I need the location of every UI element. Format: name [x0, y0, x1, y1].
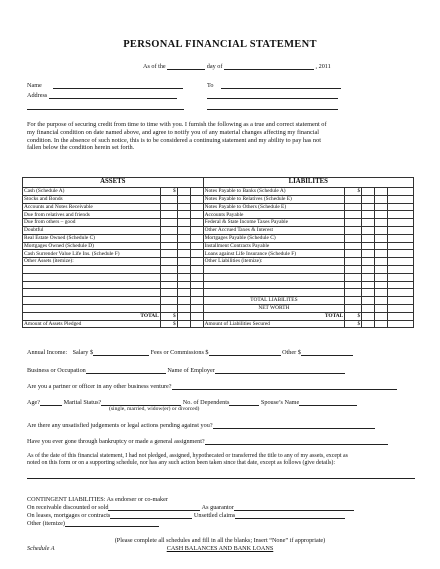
other-itemize-label: Other (itemize)	[27, 519, 65, 527]
cell[interactable]	[362, 320, 375, 328]
table-row	[23, 281, 414, 289]
liability-extra-cell[interactable]	[388, 297, 414, 305]
liabilities-secured-label: Amount of Liabilities Secured	[203, 320, 345, 328]
liability-dollar-cell[interactable]	[345, 304, 362, 312]
liability-extra-cell[interactable]	[388, 226, 414, 234]
liability-cents-cell[interactable]	[375, 234, 388, 242]
liability-amount-cell[interactable]	[362, 195, 375, 203]
occupation-field[interactable]	[86, 366, 166, 374]
assets-note-line: As of the date of this financial statement, I had not pledged, assigned, hypothecated or transferred the title to any of my assets, except as	[27, 453, 348, 459]
name-label: Name	[27, 81, 42, 89]
personal-row	[27, 398, 357, 406]
asset-dollar-cell[interactable]	[160, 273, 177, 281]
asset-dollar-cell[interactable]: $	[160, 188, 177, 196]
receivable-label: On receivable discounted or sold	[27, 503, 109, 511]
asset-cents-cell[interactable]	[190, 304, 203, 312]
liability-amount-cell[interactable]	[362, 234, 375, 242]
asset-label: Cash Surrender Value Life Ins. (Schedule F)	[23, 250, 161, 258]
liability-label: Accounts Payable	[203, 211, 345, 219]
unsettled-label: Unsettled claims	[193, 511, 236, 519]
leases-label: On leases, mortgages or contracts	[27, 511, 111, 519]
asset-label: Real Estate Owned (Schedule C)	[23, 234, 161, 242]
asset-amount-cell[interactable]	[177, 258, 190, 266]
table-row	[23, 273, 414, 281]
liability-extra-cell[interactable]	[388, 219, 414, 227]
table-row	[23, 203, 414, 211]
table-row	[23, 289, 414, 297]
asset-cents-cell[interactable]	[190, 211, 203, 219]
asset-dollar-cell[interactable]	[160, 289, 177, 297]
asset-dollar-cell[interactable]	[160, 219, 177, 227]
asset-cents-cell[interactable]	[190, 297, 203, 305]
liability-extra-cell[interactable]	[388, 265, 414, 273]
details-line[interactable]	[27, 478, 415, 479]
liability-amount-cell[interactable]	[362, 297, 375, 305]
table-row	[23, 234, 414, 242]
liability-dollar-cell[interactable]	[345, 281, 362, 289]
intro-line: condition. In the absence of such notice, this is to be considered a continuing statement and my ability to pay has not	[27, 136, 321, 144]
liability-dollar-cell[interactable]	[345, 289, 362, 297]
liability-extra-cell[interactable]	[388, 234, 414, 242]
spouse-field[interactable]	[299, 398, 357, 406]
liability-cents-cell[interactable]	[375, 226, 388, 234]
asset-label	[23, 281, 161, 289]
assets-note-line: noted on this form or on a supporting schedule, nor has any such action been taken since that date, except as follows (give details):	[27, 460, 336, 467]
cell[interactable]	[190, 312, 203, 320]
asset-dollar-cell[interactable]	[160, 281, 177, 289]
table-row	[23, 226, 414, 234]
cash-balances-heading: CASH BALANCES AND BANK LOANS	[166, 545, 274, 552]
asset-cents-cell[interactable]	[190, 258, 203, 266]
liability-extra-cell[interactable]	[388, 188, 414, 196]
liability-dollar-cell[interactable]	[345, 265, 362, 273]
liability-extra-cell[interactable]	[388, 242, 414, 250]
liability-dollar-cell[interactable]	[345, 211, 362, 219]
liability-dollar-cell[interactable]	[345, 242, 362, 250]
liability-extra-cell[interactable]	[388, 250, 414, 258]
asset-amount-cell[interactable]	[177, 188, 190, 196]
asset-dollar-cell[interactable]	[160, 250, 177, 258]
asset-amount-cell[interactable]	[177, 289, 190, 297]
asset-amount-cell[interactable]	[177, 265, 190, 273]
liability-amount-cell[interactable]	[362, 211, 375, 219]
asset-cents-cell[interactable]	[190, 289, 203, 297]
age-label: Age?	[27, 398, 41, 406]
day-of-label: day of	[206, 62, 223, 70]
name-row	[27, 81, 183, 89]
liability-amount-cell[interactable]	[362, 281, 375, 289]
liability-cents-cell[interactable]	[375, 250, 388, 258]
fees-label: Fees or Commissions $	[150, 348, 209, 356]
liabilities-secured-dollar: $	[345, 320, 362, 328]
month-field[interactable]	[224, 62, 314, 70]
asset-dollar-cell[interactable]	[160, 234, 177, 242]
asset-amount-cell[interactable]	[177, 242, 190, 250]
address-field[interactable]	[49, 91, 177, 99]
to-line-2[interactable]	[207, 98, 338, 99]
asset-label: Cash (Schedule A)	[23, 188, 161, 196]
guarantor-field[interactable]	[234, 503, 354, 511]
asset-dollar-cell[interactable]	[160, 258, 177, 266]
liability-cents-cell[interactable]	[375, 242, 388, 250]
asset-label	[23, 304, 161, 312]
business-row	[27, 366, 345, 374]
liability-label: Mortgages Payable (Schedule C)	[203, 234, 345, 242]
asset-label: Due from others – good	[23, 219, 161, 227]
footer-instruction: (Please complete all schedules and fill in all the blanks; Insert “None” if appropriate)	[114, 537, 326, 544]
marital-label: Marital Status?	[63, 398, 102, 406]
asset-amount-cell[interactable]	[177, 195, 190, 203]
intro-line: For the purpose of securing credit from time to time with you. I furnish the following as a true and correct statement of	[27, 121, 327, 128]
assets-pledged-label: Amount of Assets Pledged	[23, 320, 161, 328]
liability-cents-cell[interactable]	[375, 211, 388, 219]
liability-label: TOTAL LIABILITES	[203, 297, 345, 305]
asset-dollar-cell[interactable]	[160, 297, 177, 305]
asset-cents-cell[interactable]	[190, 203, 203, 211]
salary-label: Salary $	[72, 348, 94, 356]
liability-extra-cell[interactable]	[388, 203, 414, 211]
liability-dollar-cell[interactable]	[345, 203, 362, 211]
dependents-field[interactable]	[229, 398, 259, 406]
spouse-label: Spouse’s Name	[260, 398, 300, 406]
asset-amount-cell[interactable]	[177, 304, 190, 312]
asset-label: Stocks and Bonds	[23, 195, 161, 203]
liability-label	[203, 273, 345, 281]
liability-amount-cell[interactable]	[362, 219, 375, 227]
annual-income-label: Annual Income:	[27, 348, 68, 356]
liability-amount-cell[interactable]	[362, 258, 375, 266]
liability-amount-cell[interactable]	[362, 250, 375, 258]
asset-amount-cell[interactable]	[177, 211, 190, 219]
asset-amount-cell[interactable]	[177, 226, 190, 234]
partner-question: Are you a partner or officer in any other business venture?	[27, 382, 172, 390]
asset-amount-cell[interactable]	[177, 273, 190, 281]
asset-cents-cell[interactable]	[190, 188, 203, 196]
liability-amount-cell[interactable]	[362, 273, 375, 281]
asset-cents-cell[interactable]	[190, 226, 203, 234]
asset-amount-cell[interactable]	[177, 219, 190, 227]
assets-pledged-dollar: $	[160, 320, 177, 328]
liability-cents-cell[interactable]	[375, 195, 388, 203]
asset-amount-cell[interactable]	[177, 250, 190, 258]
liability-label: Notes Payable to Relatives (Schedule E)	[203, 195, 345, 203]
asset-label	[23, 289, 161, 297]
asset-dollar-cell[interactable]	[160, 265, 177, 273]
marital-field[interactable]	[101, 398, 181, 406]
asset-amount-cell[interactable]	[177, 203, 190, 211]
liability-label: Loans against Life Insurance (Schedule F)	[203, 250, 345, 258]
other-income-field[interactable]	[301, 348, 353, 356]
asset-label	[23, 297, 161, 305]
liability-extra-cell[interactable]	[388, 289, 414, 297]
judgements-question: Are there any unsatisfied judgements or legal actions pending against you?	[27, 421, 213, 429]
address-line-2[interactable]	[27, 109, 184, 110]
liability-amount-cell[interactable]	[362, 203, 375, 211]
intro-line: fallen below the condition herein set forth.	[27, 144, 135, 152]
liability-dollar-cell[interactable]	[345, 219, 362, 227]
table-row	[23, 258, 414, 266]
liability-amount-cell[interactable]	[362, 289, 375, 297]
liability-cents-cell[interactable]	[375, 281, 388, 289]
partner-field[interactable]	[172, 382, 397, 390]
assets-note	[27, 453, 422, 467]
asset-label	[23, 265, 161, 273]
contingent-row-2	[27, 511, 345, 519]
address-label: Address	[27, 91, 48, 99]
asset-cents-cell[interactable]	[190, 219, 203, 227]
liability-label: Other Accrued Taxes & Interest	[203, 226, 345, 234]
other-itemize-field[interactable]	[65, 519, 159, 527]
liability-amount-cell[interactable]	[362, 242, 375, 250]
liability-dollar-cell[interactable]	[345, 250, 362, 258]
name-field[interactable]	[53, 81, 183, 89]
liability-label: Installment Contracts Payable	[203, 242, 345, 250]
other-income-label: Other $	[282, 348, 301, 356]
asset-label	[23, 273, 161, 281]
to-line-3[interactable]	[207, 109, 338, 110]
assets-total-label: TOTAL	[23, 312, 161, 320]
cell[interactable]	[375, 312, 388, 320]
intro-line: my financial condition on date named above, and agree to notify you of any material changes affecting my financial	[27, 128, 320, 136]
asset-amount-cell[interactable]	[177, 234, 190, 242]
marital-note: (single, married, widow(er) or divorced)	[109, 406, 200, 412]
liability-amount-cell[interactable]	[362, 188, 375, 196]
liability-dollar-cell[interactable]	[345, 297, 362, 305]
bankruptcy-row	[27, 437, 388, 445]
employer-label: Name of Employer	[167, 366, 215, 374]
liability-cents-cell[interactable]	[375, 297, 388, 305]
year-label: , 2011	[315, 62, 331, 70]
liability-dollar-cell[interactable]	[345, 273, 362, 281]
liability-dollar-cell[interactable]	[345, 195, 362, 203]
fees-field[interactable]	[209, 348, 281, 356]
asset-cents-cell[interactable]	[190, 195, 203, 203]
asset-dollar-cell[interactable]	[160, 304, 177, 312]
date-line	[143, 62, 331, 70]
judgements-field[interactable]	[213, 421, 375, 429]
salary-field[interactable]	[93, 348, 149, 356]
day-field[interactable]	[167, 62, 205, 70]
liability-amount-cell[interactable]	[362, 265, 375, 273]
asset-amount-cell[interactable]	[177, 281, 190, 289]
liability-cents-cell[interactable]	[375, 219, 388, 227]
asset-dollar-cell[interactable]	[160, 203, 177, 211]
liability-extra-cell[interactable]	[388, 281, 414, 289]
as-of-label: As of the	[143, 62, 166, 70]
liability-label: Other Liabilities (itemize):	[203, 258, 345, 266]
asset-cents-cell[interactable]	[190, 234, 203, 242]
asset-cents-cell[interactable]	[190, 265, 203, 273]
liability-label: Notes Payable to Others (Schedule E)	[203, 203, 345, 211]
asset-cents-cell[interactable]	[190, 250, 203, 258]
partner-row	[27, 382, 397, 390]
page-title: PERSONAL FINANCIAL STATEMENT	[123, 39, 317, 50]
asset-cents-cell[interactable]	[190, 242, 203, 250]
dependents-label: No. of Dependents	[182, 398, 230, 406]
liability-extra-cell[interactable]	[388, 258, 414, 266]
asset-dollar-cell[interactable]	[160, 211, 177, 219]
contingent-row-1	[27, 503, 354, 511]
asset-dollar-cell[interactable]	[160, 242, 177, 250]
liability-cents-cell[interactable]	[375, 273, 388, 281]
employer-field[interactable]	[215, 366, 345, 374]
to-row	[207, 81, 341, 89]
income-row	[27, 348, 353, 356]
asset-cents-cell[interactable]	[190, 281, 203, 289]
assets-total-dollar: $	[160, 312, 177, 320]
table-row	[23, 188, 414, 196]
cell[interactable]	[388, 312, 414, 320]
cell[interactable]	[388, 320, 414, 328]
liabilities-header: LIABILITES	[203, 178, 413, 188]
asset-label: Accounts and Notes Receivable	[23, 203, 161, 211]
liability-extra-cell[interactable]	[388, 195, 414, 203]
to-label: To	[207, 81, 214, 89]
contingent-row-3	[27, 519, 159, 527]
asset-label: Mortgages Owned (Schedule D)	[23, 242, 161, 250]
table-row	[23, 242, 414, 250]
liability-dollar-cell[interactable]	[345, 226, 362, 234]
liability-cents-cell[interactable]	[375, 304, 388, 312]
liability-extra-cell[interactable]	[388, 304, 414, 312]
assets-header: ASSETS	[23, 178, 204, 188]
liability-label	[203, 265, 345, 273]
liabilities-total-label: TOTAL	[203, 312, 345, 320]
liabilities-total-dollar: $	[345, 312, 362, 320]
cell[interactable]	[190, 320, 203, 328]
liability-cents-cell[interactable]	[375, 203, 388, 211]
cell[interactable]	[177, 312, 190, 320]
schedule-label: Schedule A	[27, 545, 55, 552]
contingent-header: CONTINGENT LIABILITIES: As endorser or co-maker	[27, 496, 168, 503]
cell[interactable]	[177, 320, 190, 328]
bankruptcy-field[interactable]	[205, 437, 388, 445]
table-row	[23, 304, 414, 312]
liability-label	[203, 289, 345, 297]
table-row	[23, 219, 414, 227]
asset-cents-cell[interactable]	[190, 273, 203, 281]
guarantor-label: As guarantor	[201, 503, 234, 511]
liability-cents-cell[interactable]	[375, 188, 388, 196]
cell[interactable]	[375, 320, 388, 328]
liability-amount-cell[interactable]	[362, 226, 375, 234]
intro-paragraph	[27, 121, 422, 152]
liability-cents-cell[interactable]	[375, 289, 388, 297]
table-row	[23, 195, 414, 203]
address-row	[27, 91, 177, 99]
liability-cents-cell[interactable]	[375, 258, 388, 266]
liability-label: Federal & State Income Taxes Payable	[203, 219, 345, 227]
occupation-label: Business or Occupation	[27, 366, 86, 374]
asset-dollar-cell[interactable]	[160, 226, 177, 234]
asset-dollar-cell[interactable]	[160, 195, 177, 203]
liability-amount-cell[interactable]	[362, 304, 375, 312]
asset-label: Doubtful	[23, 226, 161, 234]
table-row	[23, 250, 414, 258]
liability-extra-cell[interactable]	[388, 211, 414, 219]
table-row	[23, 297, 414, 305]
judgements-row	[27, 421, 375, 429]
table-row	[23, 265, 414, 273]
asset-amount-cell[interactable]	[177, 297, 190, 305]
to-field[interactable]	[221, 81, 341, 89]
liability-dollar-cell[interactable]: $	[345, 188, 362, 196]
asset-label: Due from relatives and friends	[23, 211, 161, 219]
assets-liabilities-table	[22, 177, 414, 328]
liability-dollar-cell[interactable]	[345, 234, 362, 242]
liability-cents-cell[interactable]	[375, 265, 388, 273]
liability-extra-cell[interactable]	[388, 273, 414, 281]
unsettled-field[interactable]	[235, 511, 345, 519]
cell[interactable]	[362, 312, 375, 320]
age-field[interactable]	[40, 398, 62, 406]
liability-label: NET WORTH	[203, 304, 345, 312]
asset-label: Other Assets (itemize):	[23, 258, 161, 266]
liability-dollar-cell[interactable]	[345, 258, 362, 266]
table-row	[23, 211, 414, 219]
leases-field[interactable]	[110, 511, 192, 519]
bankruptcy-question: Have you ever gone through bankruptcy or made a general assignment?	[27, 437, 205, 445]
receivable-field[interactable]	[108, 503, 200, 511]
liability-label	[203, 281, 345, 289]
liability-label: Notes Payable to Banks (Schedule A)	[203, 188, 345, 196]
